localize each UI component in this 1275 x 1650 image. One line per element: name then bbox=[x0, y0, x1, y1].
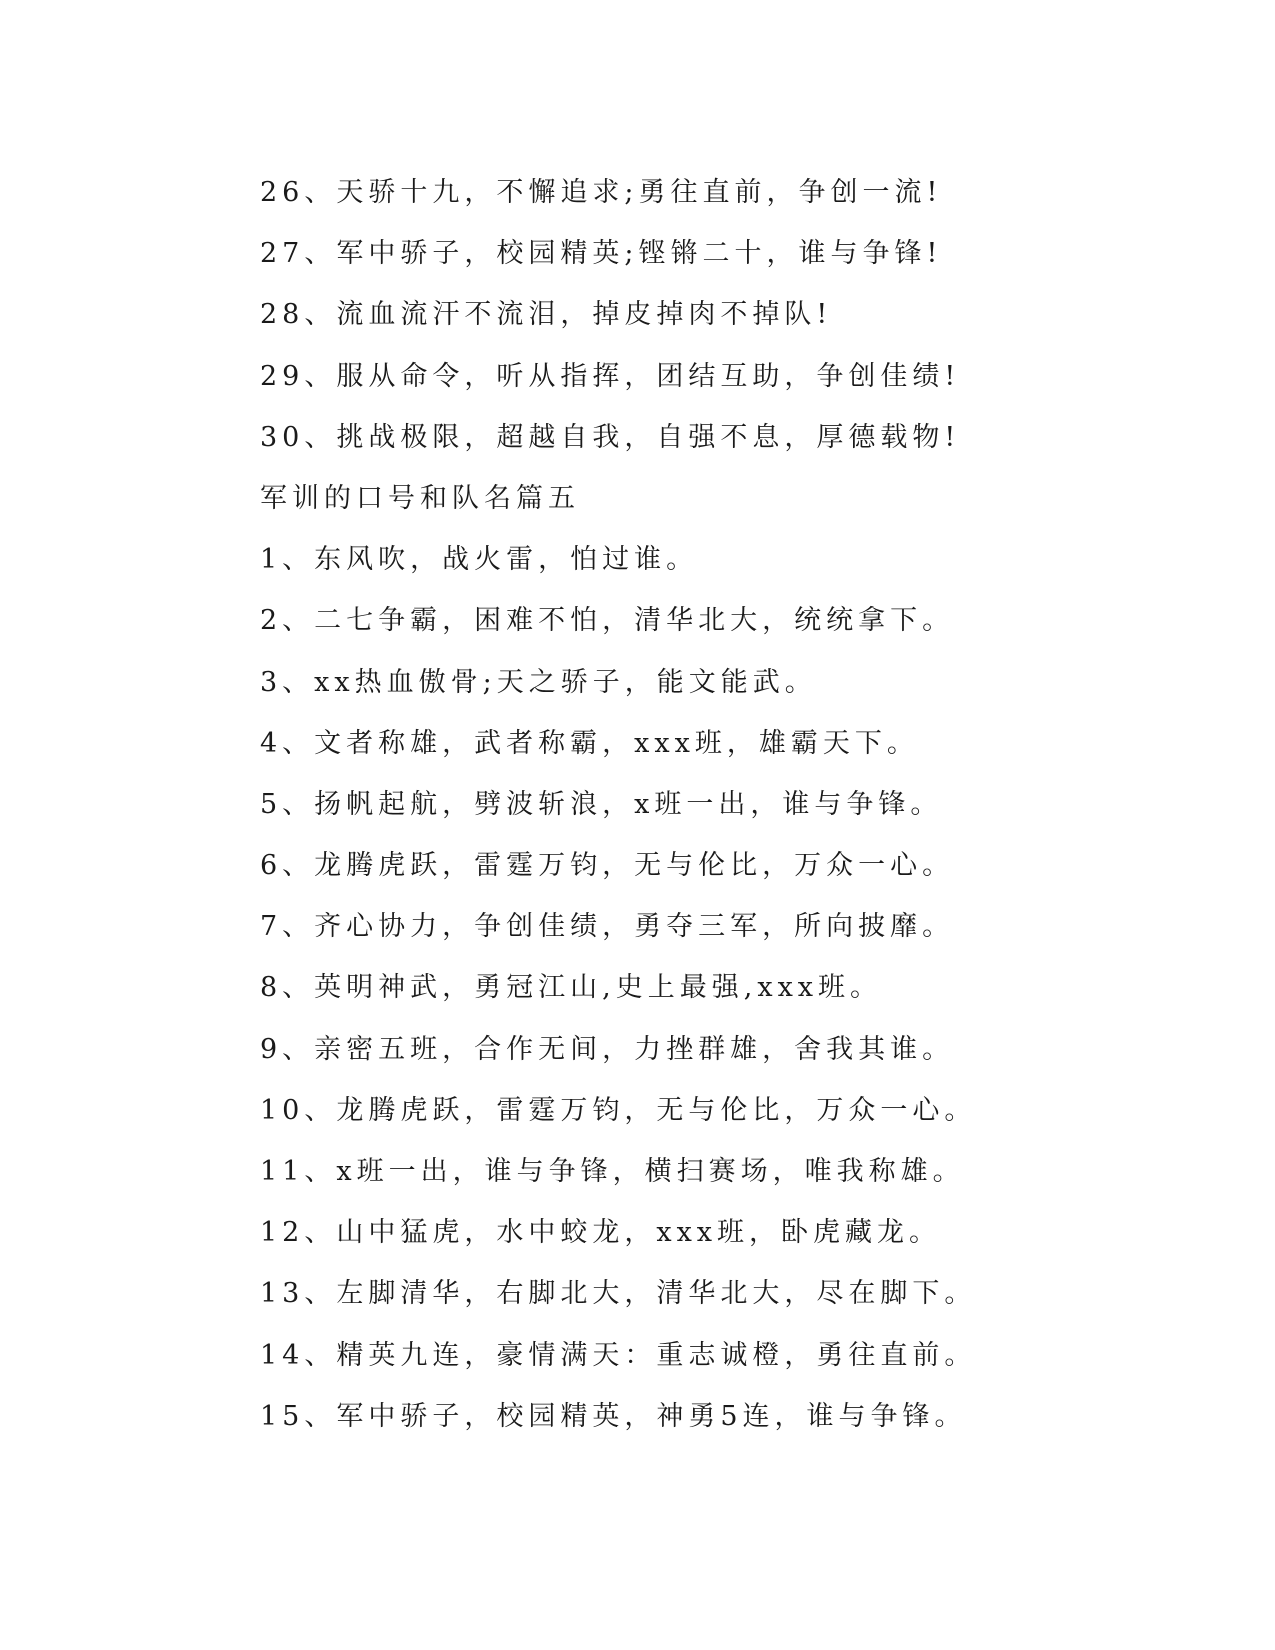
slogan-line-27: 27、军中骄子，校园精英;铿锵二十，谁与争锋! bbox=[260, 238, 943, 270]
document-body bbox=[260, 162, 1200, 1447]
slogan-line-10: 10、龙腾虎跃，雷霆万钧，无与伦比，万众一心。 bbox=[260, 1094, 977, 1126]
slogan-line-6: 6、龙腾虎跃，雷霆万钧，无与伦比，万众一心。 bbox=[260, 850, 955, 882]
slogan-line-28: 28、流血流汗不流泪，掉皮掉肉不掉队! bbox=[260, 299, 833, 331]
slogan-line-15: 15、军中骄子，校园精英，神勇5连，谁与争锋。 bbox=[260, 1400, 967, 1432]
slogan-line-12: 12、山中猛虎，水中蛟龙，xxx班，卧虎藏龙。 bbox=[260, 1217, 942, 1249]
slogan-line-5: 5、扬帆起航，劈波斩浪，x班一出，谁与争锋。 bbox=[260, 788, 943, 820]
slogan-line-8: 8、英明神武，勇冠江山,史上最强,xxx班。 bbox=[260, 972, 883, 1004]
slogan-line-29: 29、服从命令，听从指挥，团结互助，争创佳绩! bbox=[260, 360, 961, 392]
slogan-line-3: 3、xx热血傲骨;天之骄子，能文能武。 bbox=[260, 666, 817, 698]
slogan-line-14: 14、精英九连，豪情满天：重志诚橙，勇往直前。 bbox=[260, 1339, 977, 1371]
slogan-line-13: 13、左脚清华，右脚北大，清华北大，尽在脚下。 bbox=[260, 1278, 977, 1310]
slogan-line-7: 7、齐心协力，争创佳绩，勇夺三军，所向披靡。 bbox=[260, 911, 955, 943]
slogan-line-26: 26、天骄十九，不懈追求;勇往直前，争创一流! bbox=[260, 177, 943, 208]
slogan-line-9: 9、亲密五班，合作无间，力挫群雄，舍我其谁。 bbox=[260, 1033, 955, 1065]
section-heading: 军训的口号和队名篇五 bbox=[260, 482, 580, 514]
slogan-line-1: 1、东风吹，战火雷，怕过谁。 bbox=[260, 544, 699, 576]
slogan-line-11: 11、x班一出，谁与争锋，横扫赛场，唯我称雄。 bbox=[260, 1156, 965, 1187]
slogan-line-2: 2、二七争霸，困难不怕，清华北大，统统拿下。 bbox=[260, 605, 955, 637]
slogan-line-4: 4、文者称雄，武者称霸，xxx班，雄霸天下。 bbox=[260, 727, 919, 759]
slogan-line-30: 30、挑战极限，超越自我，自强不息，厚德载物! bbox=[260, 421, 961, 453]
